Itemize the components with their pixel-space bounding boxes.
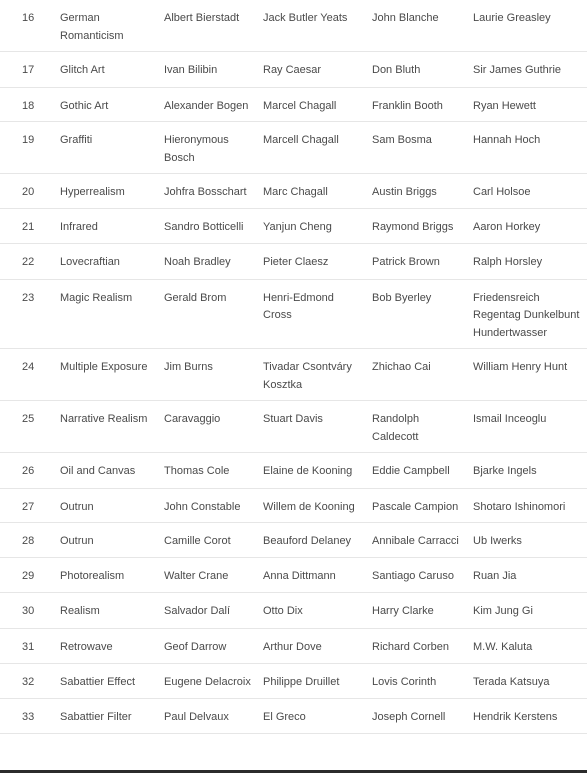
artist-cell: Kim Jung Gi: [463, 593, 587, 629]
row-number: 22: [0, 244, 50, 280]
artist-cell: Sir James Guthrie: [463, 52, 587, 88]
style-cell: Lovecraftian: [50, 244, 154, 280]
artist-cell: Jack Butler Yeats: [253, 0, 362, 52]
artist-cell: Bjarke Ingels: [463, 453, 587, 489]
row-number: 25: [0, 401, 50, 453]
table-row: [0, 0, 587, 52]
style-cell: Photorealism: [50, 557, 154, 593]
artist-cell: Walter Crane: [154, 557, 253, 593]
style-cell: Realism: [50, 593, 154, 629]
row-number: 19: [0, 122, 50, 174]
table-row: [0, 87, 587, 122]
row-number: 16: [0, 0, 50, 52]
artist-cell: Tivadar Csontváry Kosztka: [253, 349, 362, 401]
table-row: [0, 174, 587, 209]
table-row: [0, 244, 587, 280]
table-row: [0, 664, 587, 699]
artist-cell: Ryan Hewett: [463, 87, 587, 122]
artist-cell: Eugene Delacroix: [154, 664, 253, 699]
artist-cell: Paul Delvaux: [154, 698, 253, 734]
artist-cell: Aaron Horkey: [463, 208, 587, 244]
artist-cell: Harry Clarke: [362, 593, 463, 629]
artist-cell: Don Bluth: [362, 52, 463, 88]
artist-cell: Stuart Davis: [253, 401, 362, 453]
artist-cell: Johfra Bosschart: [154, 174, 253, 209]
artist-cell: Pieter Claesz: [253, 244, 362, 280]
row-number: 28: [0, 523, 50, 558]
artist-cell: Albert Bierstadt: [154, 0, 253, 52]
artist-cell: Jim Burns: [154, 349, 253, 401]
row-number: 27: [0, 488, 50, 523]
style-cell: Sabattier Filter: [50, 698, 154, 734]
artist-cell: Philippe Druillet: [253, 664, 362, 699]
row-number: 31: [0, 628, 50, 664]
artist-cell: Pascale Campion: [362, 488, 463, 523]
artist-cell: Arthur Dove: [253, 628, 362, 664]
artist-cell: Anna Dittmann: [253, 557, 362, 593]
artist-cell: Sam Bosma: [362, 122, 463, 174]
artist-cell: Ub Iwerks: [463, 523, 587, 558]
table-row: [0, 557, 587, 593]
artist-cell: Camille Corot: [154, 523, 253, 558]
style-cell: Sabattier Effect: [50, 664, 154, 699]
artist-cell: Carl Holsoe: [463, 174, 587, 209]
style-cell: Multiple Exposure: [50, 349, 154, 401]
style-cell: German Romanticism: [50, 0, 154, 52]
artist-cell: Annibale Carracci: [362, 523, 463, 558]
table-row: [0, 208, 587, 244]
style-cell: Retrowave: [50, 628, 154, 664]
table-row: [0, 593, 587, 629]
artist-cell: John Constable: [154, 488, 253, 523]
row-number: 17: [0, 52, 50, 88]
artist-cell: Raymond Briggs: [362, 208, 463, 244]
artist-cell: Joseph Cornell: [362, 698, 463, 734]
artist-cell: Shotaro Ishinomori: [463, 488, 587, 523]
table-row: [0, 628, 587, 664]
row-number: 23: [0, 279, 50, 349]
style-cell: Outrun: [50, 488, 154, 523]
artist-cell: Sandro Botticelli: [154, 208, 253, 244]
row-number: 18: [0, 87, 50, 122]
artist-cell: Franklin Booth: [362, 87, 463, 122]
artist-cell: Marcel Chagall: [253, 87, 362, 122]
artist-cell: Ruan Jia: [463, 557, 587, 593]
table-row: [0, 453, 587, 489]
row-number: 30: [0, 593, 50, 629]
artist-cell: Otto Dix: [253, 593, 362, 629]
row-number: 29: [0, 557, 50, 593]
style-cell: Infrared: [50, 208, 154, 244]
row-number: 33: [0, 698, 50, 734]
row-number: 32: [0, 664, 50, 699]
artist-cell: Ismail Inceoglu: [463, 401, 587, 453]
row-number: 26: [0, 453, 50, 489]
style-cell: Oil and Canvas: [50, 453, 154, 489]
artist-cell: Ralph Horsley: [463, 244, 587, 280]
table-row: [0, 401, 587, 453]
artist-cell: Lovis Corinth: [362, 664, 463, 699]
artist-cell: Eddie Campbell: [362, 453, 463, 489]
artist-cell: Hannah Hoch: [463, 122, 587, 174]
artist-cell: Caravaggio: [154, 401, 253, 453]
artist-cell: El Greco: [253, 698, 362, 734]
artist-cell: Bob Byerley: [362, 279, 463, 349]
artist-cell: Ivan Bilibin: [154, 52, 253, 88]
artist-cell: Santiago Caruso: [362, 557, 463, 593]
style-cell: Narrative Realism: [50, 401, 154, 453]
artist-cell: Salvador Dalí: [154, 593, 253, 629]
artist-cell: Geof Darrow: [154, 628, 253, 664]
table-row: [0, 488, 587, 523]
artist-cell: M.W. Kaluta: [463, 628, 587, 664]
artist-cell: Willem de Kooning: [253, 488, 362, 523]
artist-cell: Richard Corben: [362, 628, 463, 664]
artist-cell: Terada Katsuya: [463, 664, 587, 699]
artist-cell: Austin Briggs: [362, 174, 463, 209]
row-number: 21: [0, 208, 50, 244]
artist-cell: Henri-Edmond Cross: [253, 279, 362, 349]
artist-cell: Laurie Greasley: [463, 0, 587, 52]
table-row: [0, 279, 587, 349]
table-row: [0, 52, 587, 88]
artist-cell: Marcell Chagall: [253, 122, 362, 174]
table-row: [0, 698, 587, 734]
style-cell: Hyperrealism: [50, 174, 154, 209]
artist-cell: John Blanche: [362, 0, 463, 52]
artist-cell: Yanjun Cheng: [253, 208, 362, 244]
artist-cell: William Henry Hunt: [463, 349, 587, 401]
artist-cell: Marc Chagall: [253, 174, 362, 209]
style-cell: Magic Realism: [50, 279, 154, 349]
style-cell: Outrun: [50, 523, 154, 558]
table-row: [0, 523, 587, 558]
artist-cell: Gerald Brom: [154, 279, 253, 349]
artist-cell: Friedensreich Regentag Dunkelbunt Hundertwasser: [463, 279, 587, 349]
artist-cell: Beauford Delaney: [253, 523, 362, 558]
table-row: [0, 122, 587, 174]
row-number: 24: [0, 349, 50, 401]
style-cell: Glitch Art: [50, 52, 154, 88]
row-number: 20: [0, 174, 50, 209]
artist-cell: Noah Bradley: [154, 244, 253, 280]
artist-cell: Hendrik Kerstens: [463, 698, 587, 734]
artist-cell: Randolph Caldecott: [362, 401, 463, 453]
artist-cell: Hieronymous Bosch: [154, 122, 253, 174]
artist-cell: Elaine de Kooning: [253, 453, 362, 489]
table-row: [0, 349, 587, 401]
style-cell: Graffiti: [50, 122, 154, 174]
artist-cell: Alexander Bogen: [154, 87, 253, 122]
artist-cell: Thomas Cole: [154, 453, 253, 489]
artist-cell: Patrick Brown: [362, 244, 463, 280]
artist-cell: Ray Caesar: [253, 52, 362, 88]
style-cell: Gothic Art: [50, 87, 154, 122]
artist-cell: Zhichao Cai: [362, 349, 463, 401]
